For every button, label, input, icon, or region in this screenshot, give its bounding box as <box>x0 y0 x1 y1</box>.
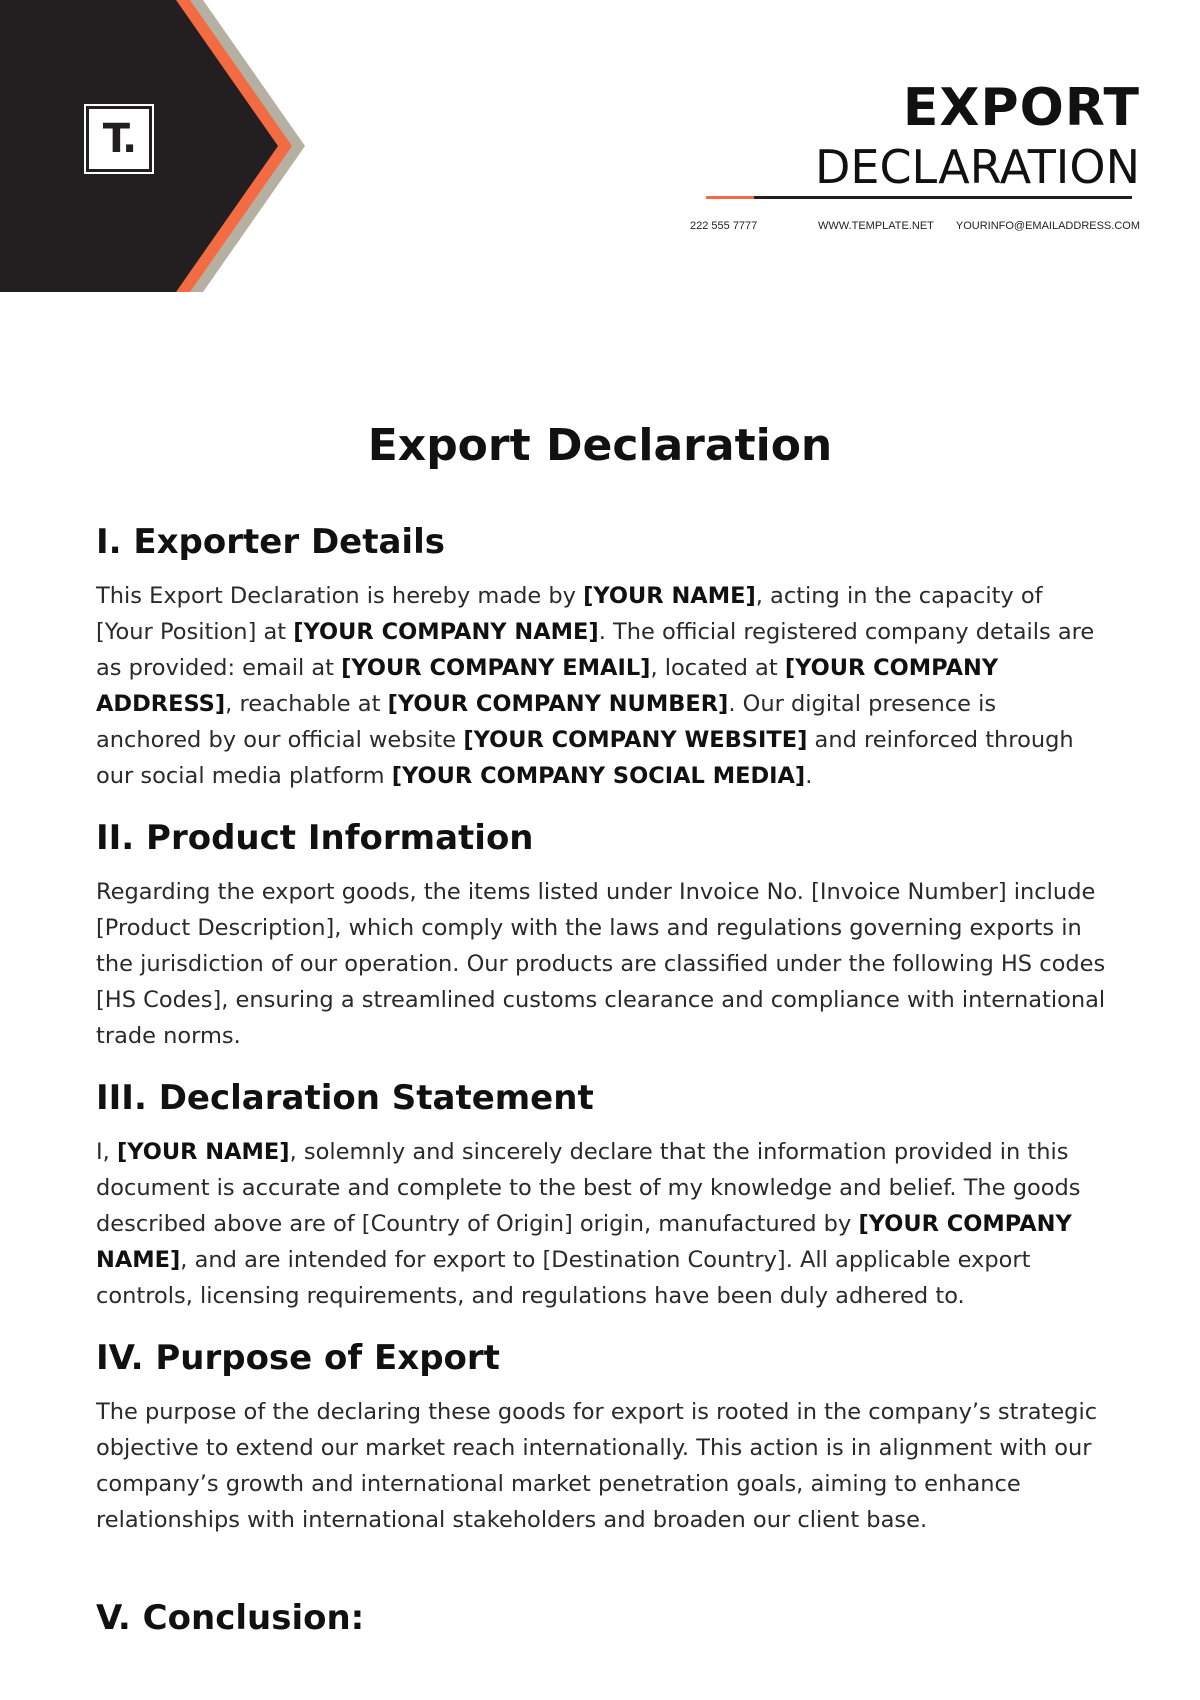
document-body <box>96 520 1106 1654</box>
contact-email: YOURINFO@EMAILADDRESS.COM <box>955 220 1140 232</box>
header-title-declaration: DECLARATION <box>814 140 1140 194</box>
section-purpose-of-export <box>96 1336 1106 1538</box>
placeholder-field: [YOUR NAME] <box>583 583 756 609</box>
section-product-information <box>96 816 1106 1054</box>
section-heading: I. Exporter Details <box>96 522 445 562</box>
header-chevron-graphic <box>0 0 310 292</box>
section-paragraph: I, [YOUR NAME], solemnly and sincerely declare that the information provided in this document is accurate and complete to the best of my knowledge and belief. The goods described above are of [Country of Origin] origin, manufactured by [YOUR COMPANY NAME], and are intended for export to [Destination Country]. All applicable export controls, licensing requirements, and regulations have been duly adhered to. <box>96 1139 1081 1309</box>
section-paragraph: The purpose of the declaring these goods for export is rooted in the company’s strategic objective to extend our market reach internationally. This action is in alignment with our company’s growth and international market penetration goals, aiming to enhance relationships with international stakeholders and broaden our client base. <box>96 1399 1098 1533</box>
section-paragraph: Regarding the export goods, the items listed under Invoice No. [Invoice Number] include [Product Description], which comply with the laws and regulations governing exports in the jurisdiction of our operation. Our products are classified under the following HS codes [HS Codes], ensuring a streamlined customs clearance and compliance with international trade norms. <box>96 879 1106 1049</box>
placeholder-field: [YOUR COMPANY EMAIL] <box>341 655 651 681</box>
placeholder-field: [YOUR NAME] <box>116 1139 290 1165</box>
rule-dark-segment <box>754 196 1132 199</box>
placeholder-field: [YOUR COMPANY NAME] <box>293 619 599 645</box>
section-heading: V. Conclusion: <box>96 1598 365 1638</box>
rule-accent-segment <box>706 196 754 199</box>
section-heading: IV. Purpose of Export <box>96 1338 500 1378</box>
logo <box>84 104 154 174</box>
document-title: Export Declaration <box>367 420 833 471</box>
logo-text: T. <box>89 109 149 169</box>
header-title <box>815 78 1140 194</box>
placeholder-field: [YOUR COMPANY ADDRESS] <box>96 655 999 717</box>
contact-website: WWW.TEMPLATE.NET <box>818 220 934 232</box>
section-conclusion <box>96 1596 1106 1640</box>
section-heading: III. Declaration Statement <box>96 1078 594 1118</box>
section-heading: II. Product Information <box>96 818 534 858</box>
placeholder-field: [YOUR COMPANY NAME] <box>96 1211 1072 1273</box>
spacer <box>96 1560 1106 1596</box>
section-declaration-statement <box>96 1076 1106 1314</box>
placeholder-field: [YOUR COMPANY NUMBER] <box>387 691 729 717</box>
contact-phone: 222 555 7777 <box>690 220 758 232</box>
placeholder-field: [YOUR COMPANY SOCIAL MEDIA] <box>391 763 806 789</box>
header-title-rule <box>706 196 1132 199</box>
header-title-export: EXPORT <box>902 78 1140 138</box>
placeholder-field: [YOUR COMPANY WEBSITE] <box>463 727 808 753</box>
section-paragraph: This Export Declaration is hereby made by [YOUR NAME], acting in the capacity of [Your Position] at [YOUR COMPANY NAME]. The official registered company details are as provided: email at [YOUR COMPANY EMAIL], located at [YOUR COMPANY ADDRESS], reachable at [YOUR COMPANY NUMBER]. Our digital presence is anchored by our official website [YOUR COMPANY WEBSITE] and reinforced through our social media platform [YOUR COMPANY SOCIAL MEDIA]. <box>96 583 1095 789</box>
section-exporter-details <box>96 520 1106 794</box>
